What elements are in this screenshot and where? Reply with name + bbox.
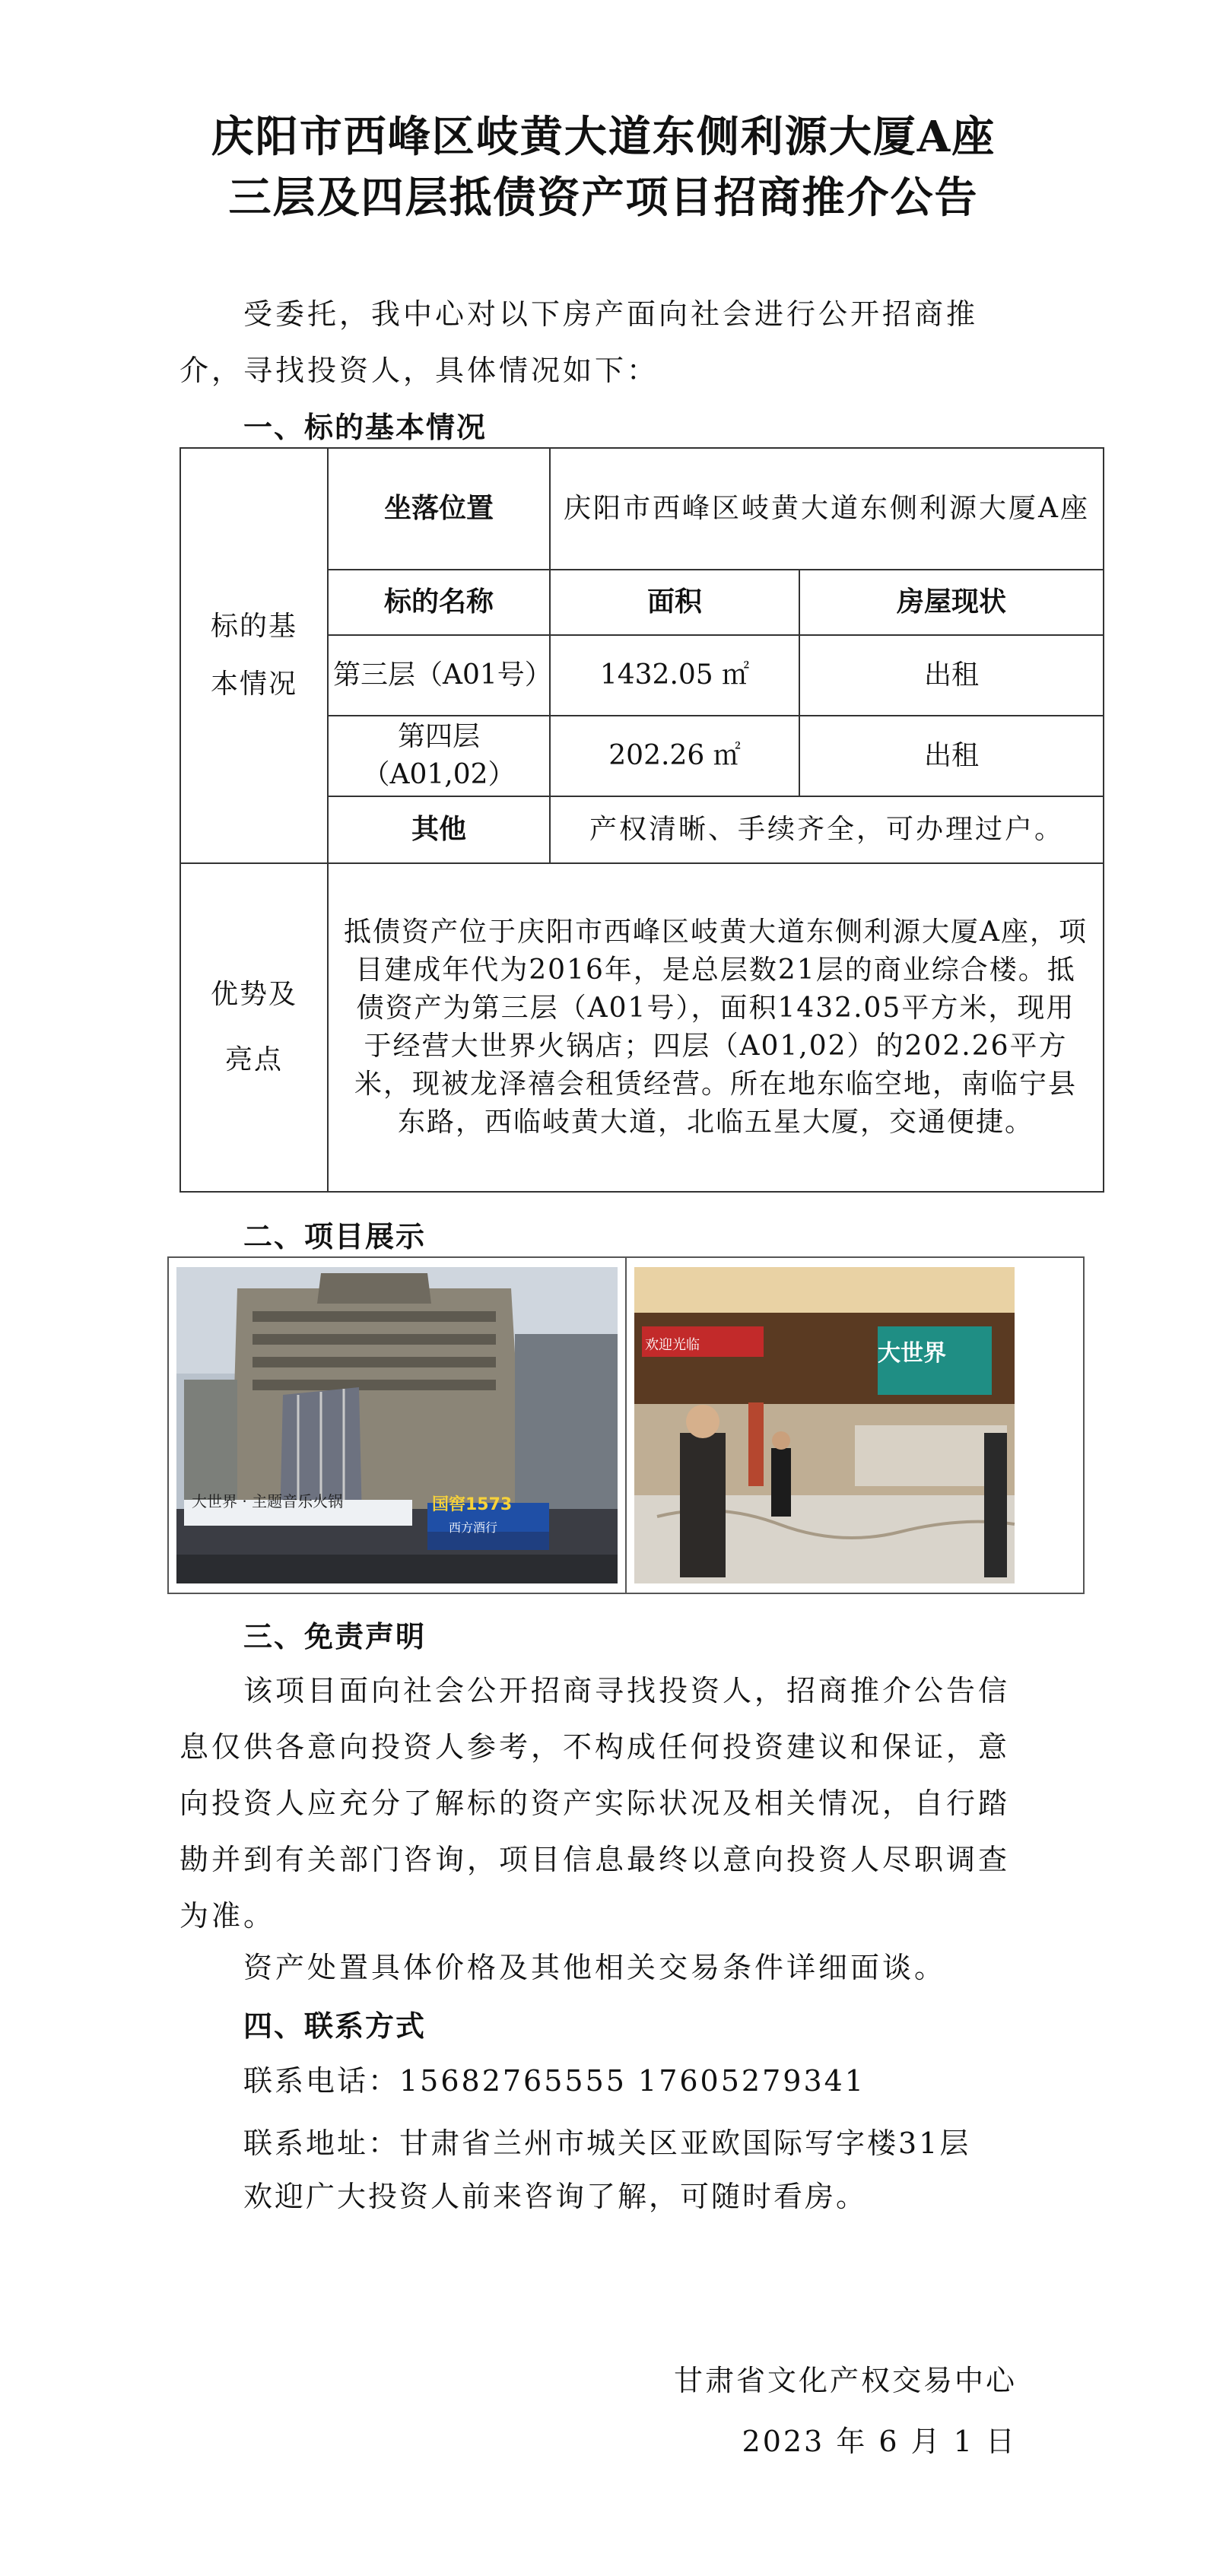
section-1-heading: 一、标的基本情况: [243, 411, 488, 444]
welcome-line: 欢迎广大投资人前来咨询了解，可随时看房。: [243, 2180, 868, 2213]
building-sign-left: 大世界 · 主题音乐火锅: [192, 1492, 344, 1510]
row-2-name: 第四层（A01,02）: [328, 716, 550, 796]
title-line-1: 庆阳市西峰区岐黄大道东侧利源大厦A座: [211, 112, 996, 162]
row-2-area: 202.26 ㎡: [550, 716, 799, 796]
address-line: 联系地址：甘肃省兰州市城关区亚欧国际写字楼31层: [243, 2127, 971, 2160]
location-label: 坐落位置: [328, 448, 550, 570]
table-header-status: 房屋现状: [799, 570, 1104, 635]
other-value: 产权清晰、手续齐全，可办理过户。: [550, 796, 1104, 863]
asset-info-table: [179, 447, 1104, 1193]
highlights-text: 抵债资产位于庆阳市西峰区岐黄大道东侧利源大厦A座，项目建成年代为2016年，是总层数21层的商业综合楼。抵债资产为第三层（A01号），面积1432.05平方米，现用于经营大世界火锅店；四层（A01,02）的202.26平方米，现被龙泽禧会租赁经营。所在地东临空地，南临宁县东路，西临岐黄大道，北临五星大厦，交通便捷。: [328, 863, 1104, 1192]
building-sign-right: 国窖1573: [432, 1495, 513, 1514]
building-exterior-image: [169, 1258, 625, 1593]
row-1-name: 第三层（A01号）: [328, 635, 550, 716]
restaurant-brand-sign: 大世界: [878, 1340, 946, 1367]
disclaimer-paragraph: 该项目面向社会公开招商寻找投资人，招商推介公告信息仅供各意向投资人参考，不构成任何投资建议和保证，意向投资人应充分了解标的资产实际状况及相关情况，自行踏勘并到有关部门咨询，项目信息最终以意向投资人尽职调查为准。: [179, 1674, 1011, 1933]
restaurant-interior-image: [627, 1258, 1083, 1593]
row-2-status: 出租: [799, 716, 1104, 796]
table-header-name: 标的名称: [328, 570, 550, 635]
photo-building-exterior: [169, 1258, 627, 1593]
phone-line: 联系电话：15682765555 17605279341: [243, 2064, 866, 2098]
negotiation-paragraph: 资产处置具体价格及其他相关交易条件详细面谈。: [243, 1951, 947, 1984]
location-value: 庆阳市西峰区岐黄大道东侧利源大厦A座: [550, 448, 1104, 570]
section-3-heading: 三、免责声明: [243, 1620, 427, 1653]
basic-info-label: 标的基本情况: [180, 448, 328, 863]
other-label: 其他: [328, 796, 550, 863]
photo-restaurant-interior: [627, 1258, 1083, 1593]
restaurant-banner: 欢迎光临: [645, 1337, 700, 1353]
title-line-2: 三层及四层抵债资产项目招商推介公告: [228, 173, 979, 223]
row-1-status: 出租: [799, 635, 1104, 716]
row-1-area: 1432.05 ㎡: [550, 635, 799, 716]
table-header-area: 面积: [550, 570, 799, 635]
document-title: [0, 106, 1207, 228]
building-sign-sub: 西方酒行: [449, 1520, 498, 1535]
section-4-heading: 四、联系方式: [243, 2009, 427, 2043]
signature: 甘肃省文化产权交易中心: [673, 2364, 1017, 2397]
project-photo-gallery: [167, 1256, 1085, 1594]
highlights-label: 优势及亮点: [180, 863, 328, 1192]
issue-date: 2023 年 6 月 1 日: [742, 2425, 1017, 2458]
section-2-heading: 二、项目展示: [243, 1220, 427, 1253]
intro-paragraph: 受委托，我中心对以下房产面向社会进行公开招商推介，寻找投资人，具体情况如下：: [179, 297, 979, 387]
